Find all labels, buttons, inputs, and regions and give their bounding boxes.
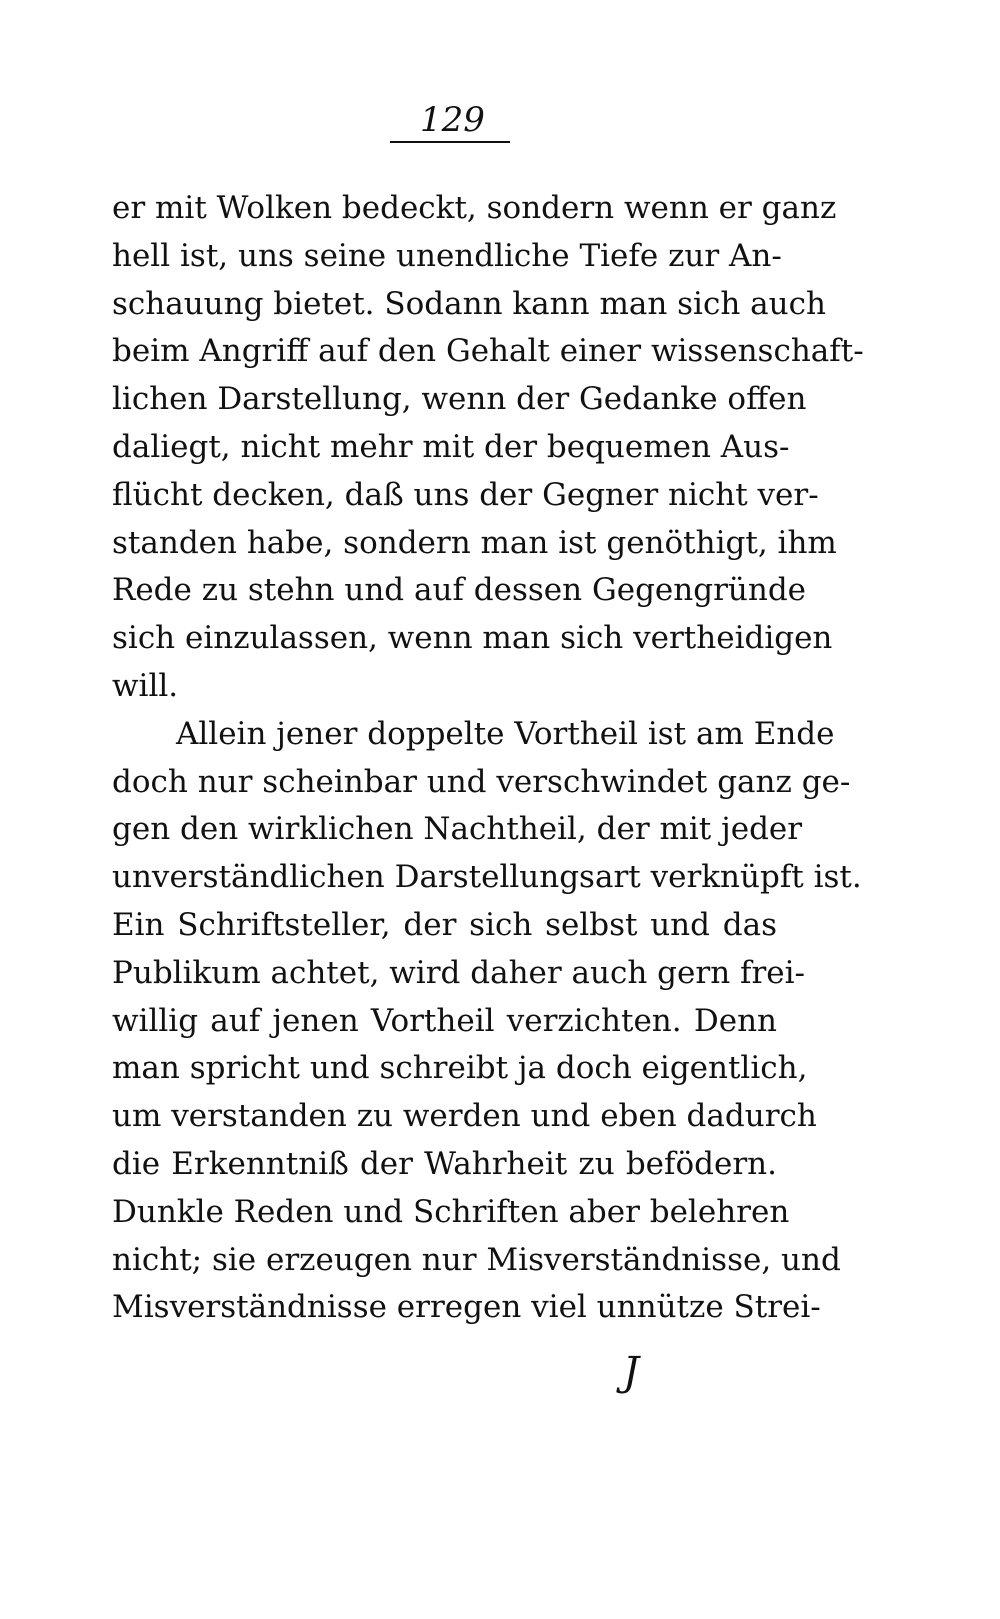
- text-line: er mit Wolken bedeckt, sondern wenn er ganz: [112, 190, 837, 226]
- page-number: 129: [420, 100, 485, 140]
- text-line: hell ist, uns seine unendliche Tiefe zur An-: [112, 237, 782, 274]
- text-line: flücht decken, daß uns der Gegner nicht ver-: [112, 476, 819, 513]
- page-number-rule: [390, 141, 510, 143]
- text-line: lichen Darstellung, wenn der Gedanke offen: [112, 381, 807, 418]
- text-line: doch nur scheinbar und verschwindet ganz ge-: [112, 763, 851, 800]
- text-line: Dunkle Reden und Schriften aber belehren: [112, 1193, 790, 1230]
- text-line: die Erkenntniß der Wahrheit zu befödern.: [112, 1145, 777, 1182]
- text-line: Rede zu stehn und auf dessen Gegengründe: [112, 572, 807, 609]
- text-line: Publikum achtet, wird daher auch gern frei-: [112, 954, 806, 991]
- text-line: Allein jener doppelte Vortheil ist am Ende: [176, 715, 835, 752]
- text-line: daliegt, nicht mehr mit der bequemen Aus-: [112, 428, 790, 465]
- text-line: Misverständnisse erregen viel unnütze Strei-: [112, 1289, 821, 1326]
- text-line: schauung bietet. Sodann kann man sich auch: [112, 285, 826, 322]
- text-line: um verstanden zu werden und eben dadurch: [112, 1098, 817, 1135]
- text-line: Ein Schriftsteller, der sich selbst und das: [112, 906, 777, 943]
- text-line: willig auf jenen Vortheil verzichten. Denn: [112, 1002, 777, 1039]
- signature-mark: J: [623, 1349, 640, 1395]
- text-line: gen den wirklichen Nachtheil, der mit jeder: [112, 811, 803, 848]
- text-line: nicht; sie erzeugen nur Misverständnisse, und: [112, 1241, 841, 1278]
- text-line: standen habe, sondern man ist genöthigt, ihm: [112, 524, 837, 561]
- text-line: man spricht und schreibt ja doch eigentlich,: [112, 1050, 808, 1087]
- text-line: will.: [112, 667, 179, 704]
- body-text: [112, 185, 864, 1332]
- text-line: unverständlichen Darstellungsart verknüpft ist.: [112, 859, 862, 896]
- text-line: beim Angriff auf den Gehalt einer wissenschaft-: [112, 333, 864, 370]
- text-line: sich einzulassen, wenn man sich vertheidigen: [112, 620, 833, 657]
